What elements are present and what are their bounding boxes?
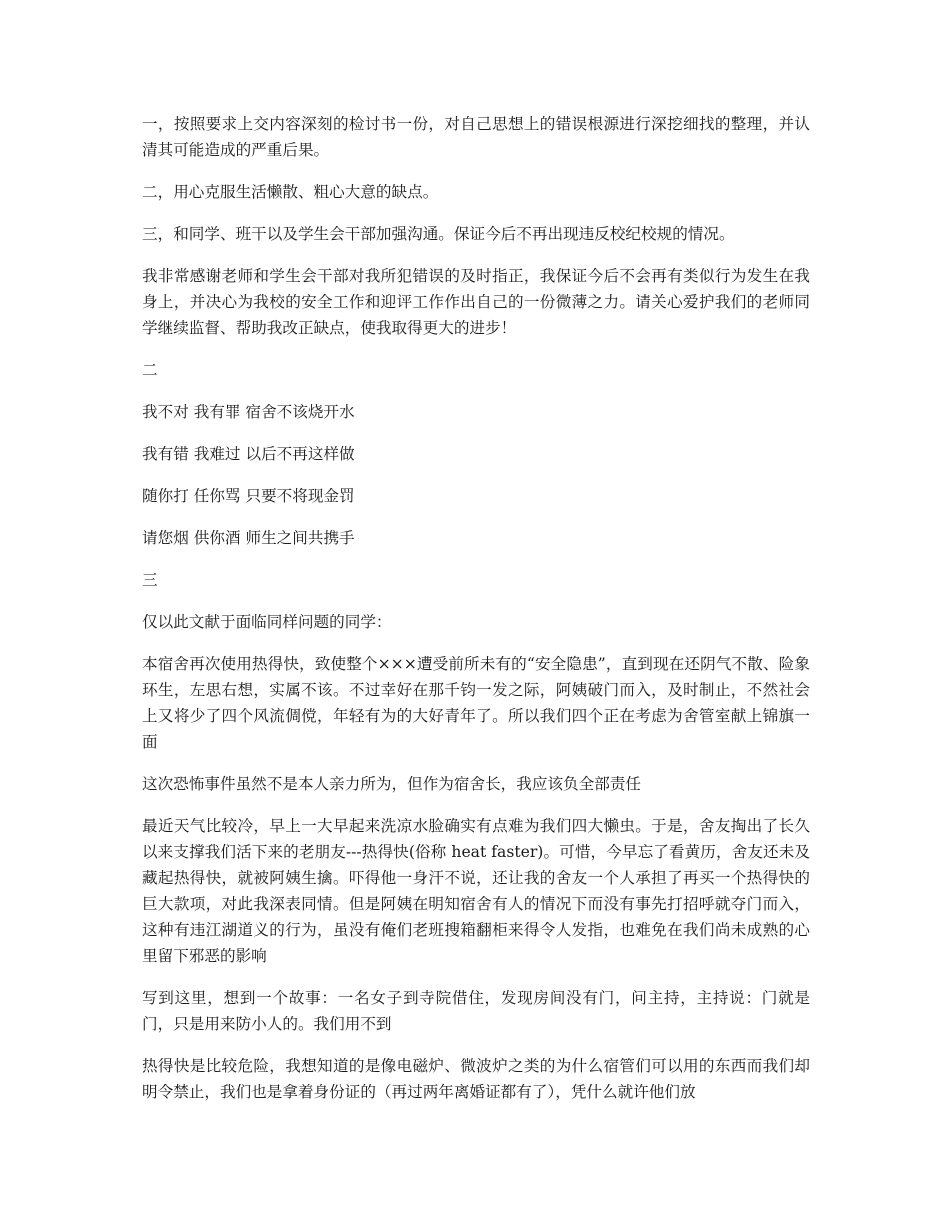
verse-line-3: 随你打 任你骂 只要不将现金罚 — [142, 487, 355, 505]
section-number-three: 三 — [142, 571, 158, 589]
paragraph-story: 最近天气比较冷，早上一大早起来洗凉水脸确实有点难为我们四大懒虫。于是，舍友掏出了长久以来支撑我们活下来的老朋友---热得快(俗称 heat faster)。可惜，今早忘了看黄历，舍友还未及藏起热得快，就被阿姨生擒。吓得他一身汗不说，还让我的舍友一个人承担了再买一个热得快的巨大款项，对此我深表同情。但是阿姨在明知宿舍有人的情况下而没有事先打招呼就夺门而入，这种有违江湖道义的行为，虽没有俺们老班搜箱翻柜来得令人发指，也难免在我们尚未成熟的心里留下邪恶的影响 — [142, 817, 810, 965]
paragraph-item-2: 二，用心克服生活懒散、粗心大意的缺点。 — [142, 183, 439, 201]
dedication-line: 仅以此文献于面临同样问题的同学： — [142, 613, 392, 631]
document-page — [142, 111, 810, 1121]
paragraph-responsibility: 这次恐怖事件虽然不是本人亲力所为，但作为宿舍长，我应该负全部责任 — [142, 775, 642, 793]
paragraph-anecdote: 写到这里，想到一个故事：一名女子到寺院借住，发现房间没有门，问主持，主持说：门就是门，只是用来防小人的。我们用不到 — [142, 989, 810, 1033]
verse-line-1: 我不对 我有罪 宿舍不该烧开水 — [142, 403, 355, 421]
paragraph-question: 热得快是比较危险，我想知道的是像电磁炉、微波炉之类的为什么宿管们可以用的东西而我们却明令禁止，我们也是拿着身份证的（再过两年离婚证都有了），凭什么就许他们放 — [142, 1057, 810, 1101]
paragraph-incident: 本宿舍再次使用热得快，致使整个×××遭受前所未有的“安全隐患”，直到现在还阴气不散、险象环生，左思右想，实属不该。不过幸好在那千钧一发之际，阿姨破门而入，及时制止，不然社会上又将少了四个风流倜傥，年轻有为的大好青年了。所以我们四个正在考虑为舍管室献上锦旗一面 — [142, 655, 810, 751]
verse-line-2: 我有错 我难过 以后不再这样做 — [142, 445, 355, 463]
paragraph-item-1: 一，按照要求上交内容深刻的检讨书一份，对自己思想上的错误根源进行深挖细找的整理，并认清其可能造成的严重后果。 — [142, 115, 810, 159]
section-number-two: 二 — [142, 361, 158, 379]
paragraph-gratitude: 我非常感谢老师和学生会干部对我所犯错误的及时指正，我保证今后不会再有类似行为发生在我身上，并决心为我校的安全工作和迎评工作作出自己的一份微薄之力。请关心爱护我们的老师同学继续监督、帮助我改正缺点，使我取得更大的进步！ — [142, 267, 810, 337]
verse-line-4: 请您烟 供你酒 师生之间共携手 — [142, 529, 355, 547]
paragraph-item-3: 三，和同学、班干以及学生会干部加强沟通。保证今后不再出现违反校纪校规的情况。 — [142, 225, 735, 243]
